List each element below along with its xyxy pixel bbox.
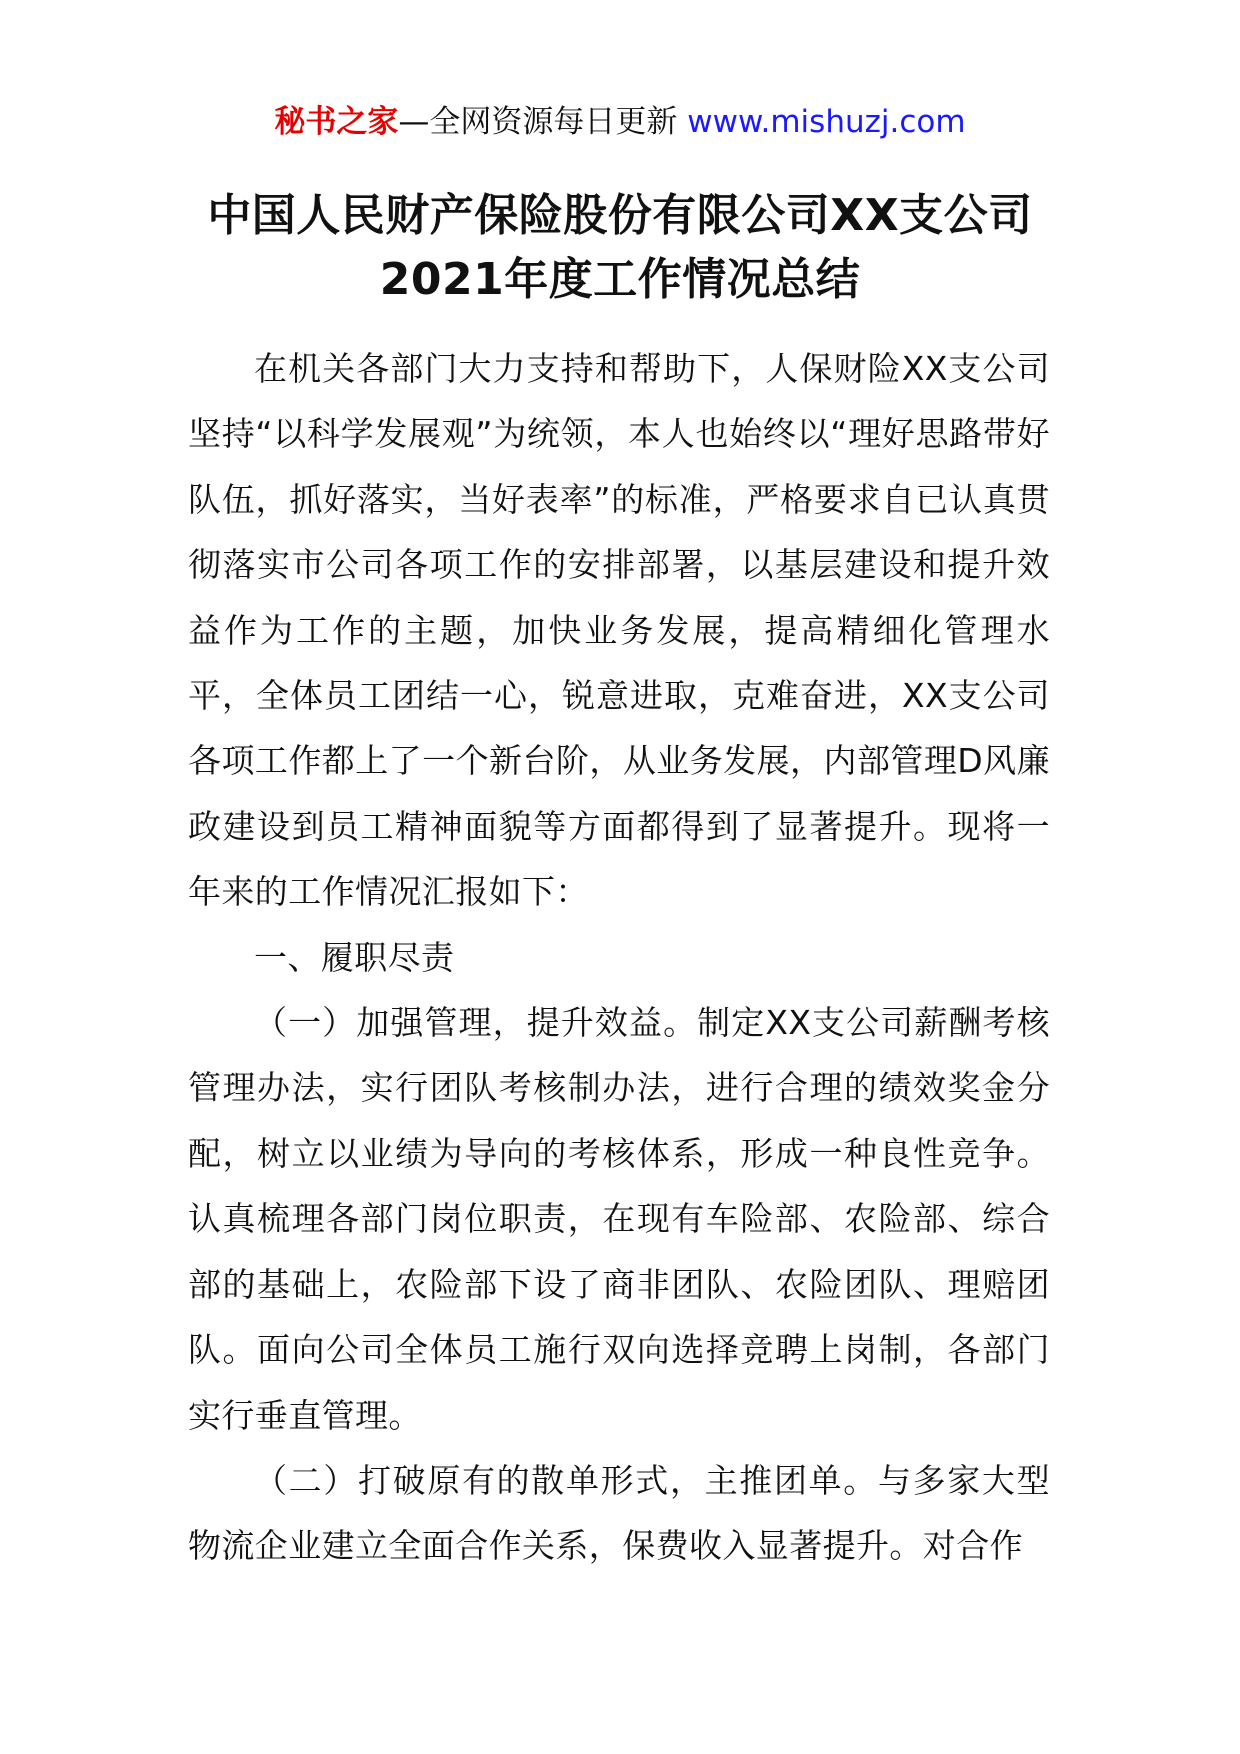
paragraph-management: （一）加强管理，提升效益。制定XX支公司薪酬考核管理办法，实行团队考核制办法，进行合理的绩效奖金分配，树立以业绩为导向的考核体系，形成一种良性竞争。认真梳理各部门岗位职责，在现有车险部、农险部、综合部的基础上，农险部下设了商非团队、农险团队、理赔团队。面向公司全体员工施行双向选择竞聘上岗制，各部门实行垂直管理。 (188, 1003, 1050, 1435)
document-body (188, 336, 1050, 1579)
paragraph-group-policy: （二）打破原有的散单形式，主推团单。与多家大型物流企业建立全面合作关系，保费收入显著提升。对合作 (188, 1460, 1050, 1566)
brand-name: 秘书之家 (274, 104, 399, 140)
paragraph-intro: 在机关各部门大力支持和帮助下，人保财险XX支公司坚持“以科学发展观”为统领，本人也始终以“理好思路带好队伍，抓好落实，当好表率”的标准，严格要求自已认真贯彻落实市公司各项工作的安排部署，以基层建设和提升效益作为工作的主题，加快业务发展，提高精细化管理水平，全体员工团结一心，锐意进取，克难奋进，XX支公司各项工作都上了一个新台阶，从业务发展，内部管理D风廉政建设到员工精神面貌等方面都得到了显著提升。现将一年来的工作情况汇报如下： (188, 349, 1050, 912)
banner-tagline: —全网资源每日更新 (398, 104, 688, 140)
site-url-link[interactable]: www.mishuzj.com (687, 104, 966, 140)
section-heading-1: 一、履职尽责 (254, 937, 455, 977)
site-banner (0, 100, 1240, 144)
document-title: 中国人民财产保险股份有限公司XX支公司2021年度工作情况总结 (207, 190, 1033, 305)
